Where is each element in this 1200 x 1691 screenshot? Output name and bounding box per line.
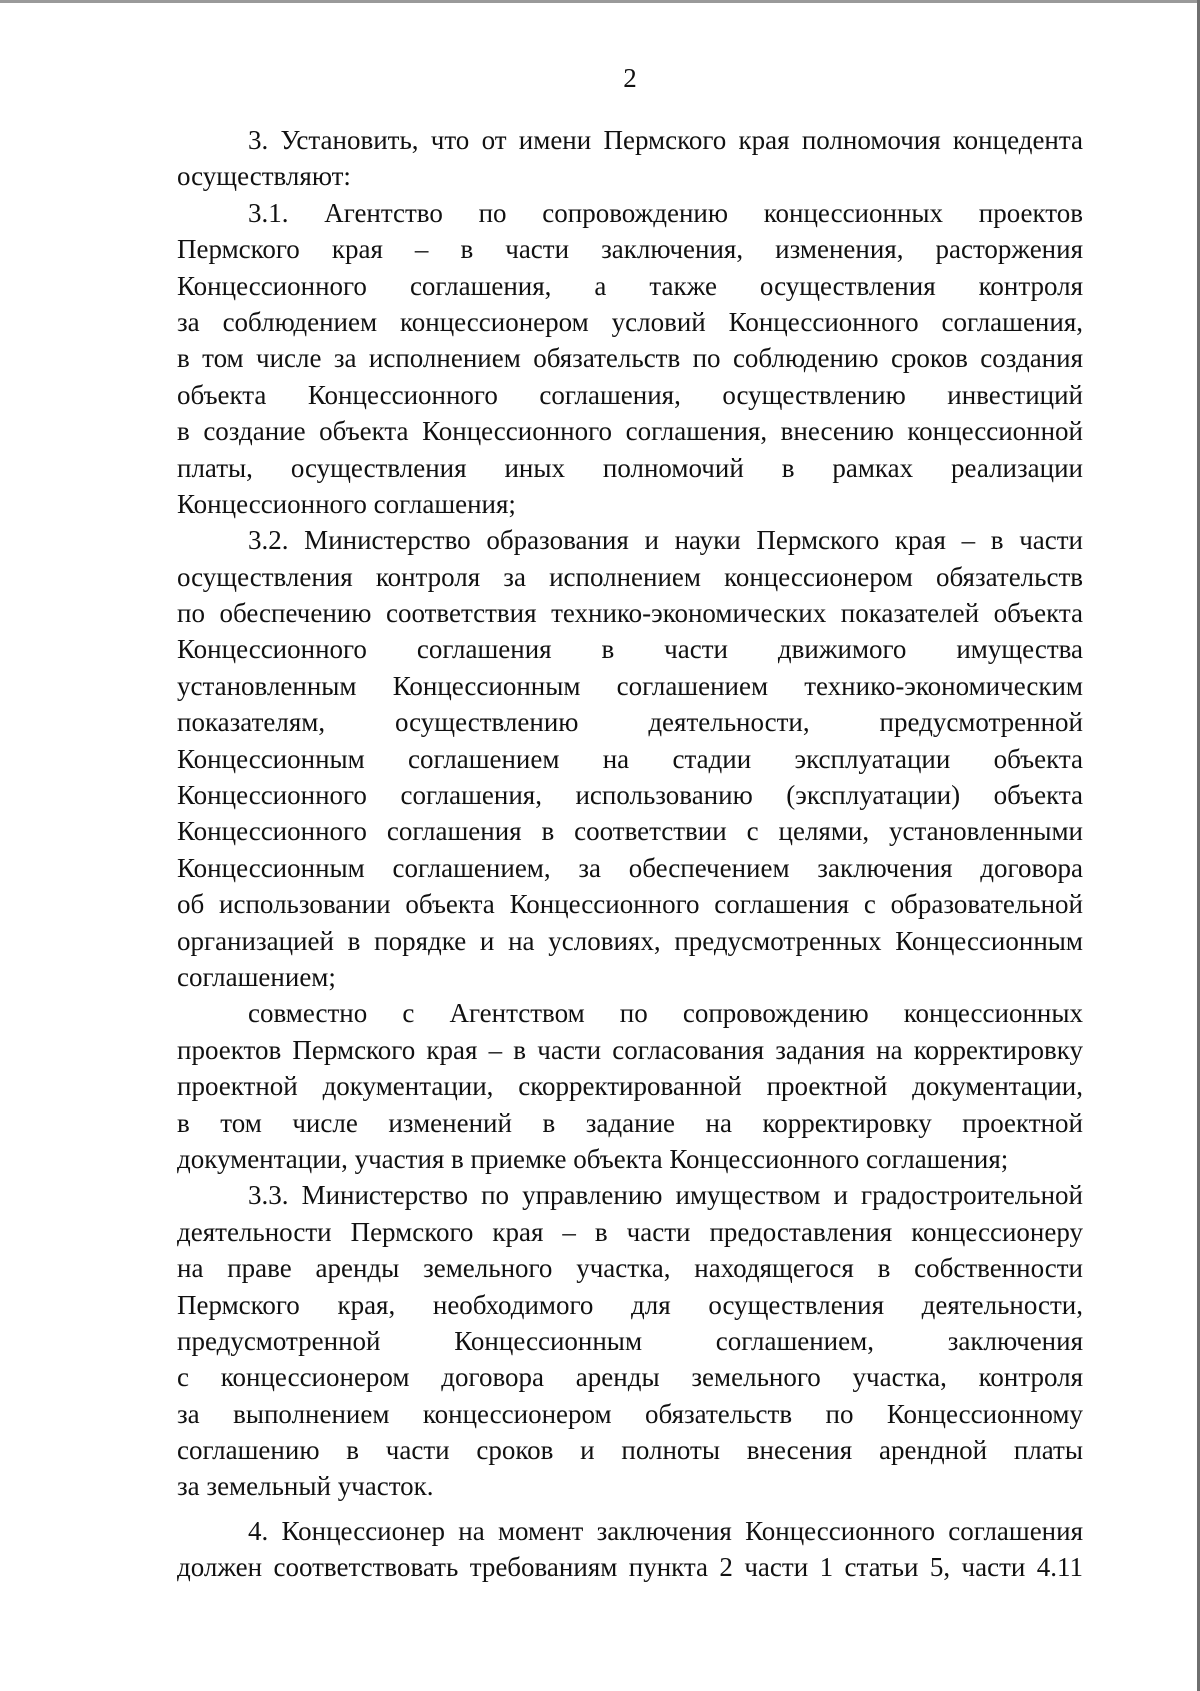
text-line: соглашению в части сроков и полноты внесения арендной платы [177,1435,1083,1466]
text-line: 3. Установить, что от имени Пермского края полномочия концедента [248,125,1083,155]
text-line: организацией в порядке и на условиях, предусмотренных Концессионным [177,925,1083,956]
text-line: совместно с Агентством по сопровождению концессионных [248,998,1083,1029]
text-line: Концессионного соглашения в части движимого имущества [177,634,1083,665]
text-line: за выполнением концессионером обязательств по Концессионному [177,1398,1083,1429]
text-line: осуществляют: [177,161,351,192]
text-line: на праве аренды земельного участка, находящегося в собственности [177,1253,1083,1284]
text-line: за земельный участок. [177,1471,434,1502]
text-line: платы, осуществления иных полномочий в рамках реализации [177,452,1083,483]
text-line: должен соответствовать требованиям пункта 2 части 1 статьи 5, части 4.11 [177,1552,1083,1583]
text-line: Концессионного соглашения, а также осуществления контроля [177,270,1083,301]
text-line: Концессионного соглашения, использованию (эксплуатации) объекта [177,780,1083,811]
text-line: соглашением; [177,961,336,992]
text-line: по обеспечению соответствия технико-экономических показателей объекта [177,598,1083,629]
text-line: 4. Концессионер на момент заключения Концессионного соглашения [248,1515,1083,1546]
text-line: деятельности Пермского края – в части предоставления концессионеру [177,1216,1083,1247]
paragraph-gap [177,1505,1083,1513]
text-line: установленным Концессионным соглашением технико-экономическим [177,670,1083,701]
text-line: предусмотренной Концессионным соглашением, заключения [177,1325,1083,1356]
text-line: Концессионным соглашением, за обеспечением заключения договора [177,852,1083,883]
text-line: за соблюдением концессионером условий Концессионного соглашения, [177,306,1083,337]
text-line: 3.1. Агентство по сопровождению концессионных проектов [248,197,1083,228]
text-line: в том числе за исполнением обязательств по соблюдению сроков создания [177,343,1083,374]
text-line: об использовании объекта Концессионного соглашения с образовательной [177,889,1083,920]
scan-edge-top [0,0,1200,3]
text-line: проектов Пермского края – в части согласования задания на корректировку [177,1034,1083,1065]
text-line: осуществления контроля за исполнением концессионером обязательств [177,561,1083,592]
text-line: в том числе изменений в задание на корректировку проектной [177,1107,1083,1138]
text-line: Концессионного соглашения в соответствии с целями, установленными [177,816,1083,847]
text-line: Пермского края – в части заключения, изменения, расторжения [177,234,1083,265]
text-line: показателям, осуществлению деятельности, предусмотренной [177,707,1083,738]
text-line: с концессионером договора аренды земельного участка, контроля [177,1362,1083,1393]
text-line: 3.2. Министерство образования и науки Пермского края – в части [248,525,1083,556]
text-line: объекта Концессионного соглашения, осуществлению инвестиций [177,379,1083,410]
document-body [177,122,1083,1586]
text-line: 3.3. Министерство по управлению имуществом и градостроительной [248,1180,1083,1211]
text-line: документации, участия в приемке объекта Концессионного соглашения; [177,1143,1009,1174]
text-line: в создание объекта Концессионного соглашения, внесению концессионной [177,416,1083,447]
text-line: Концессионного соглашения; [177,488,516,519]
text-line: Концессионным соглашением на стадии эксплуатации объекта [177,743,1083,774]
text-line: Пермского края, необходимого для осуществления деятельности, [177,1289,1083,1320]
page-number: 2 [623,63,637,93]
text-line: проектной документации, скорректированной проектной документации, [177,1071,1083,1102]
